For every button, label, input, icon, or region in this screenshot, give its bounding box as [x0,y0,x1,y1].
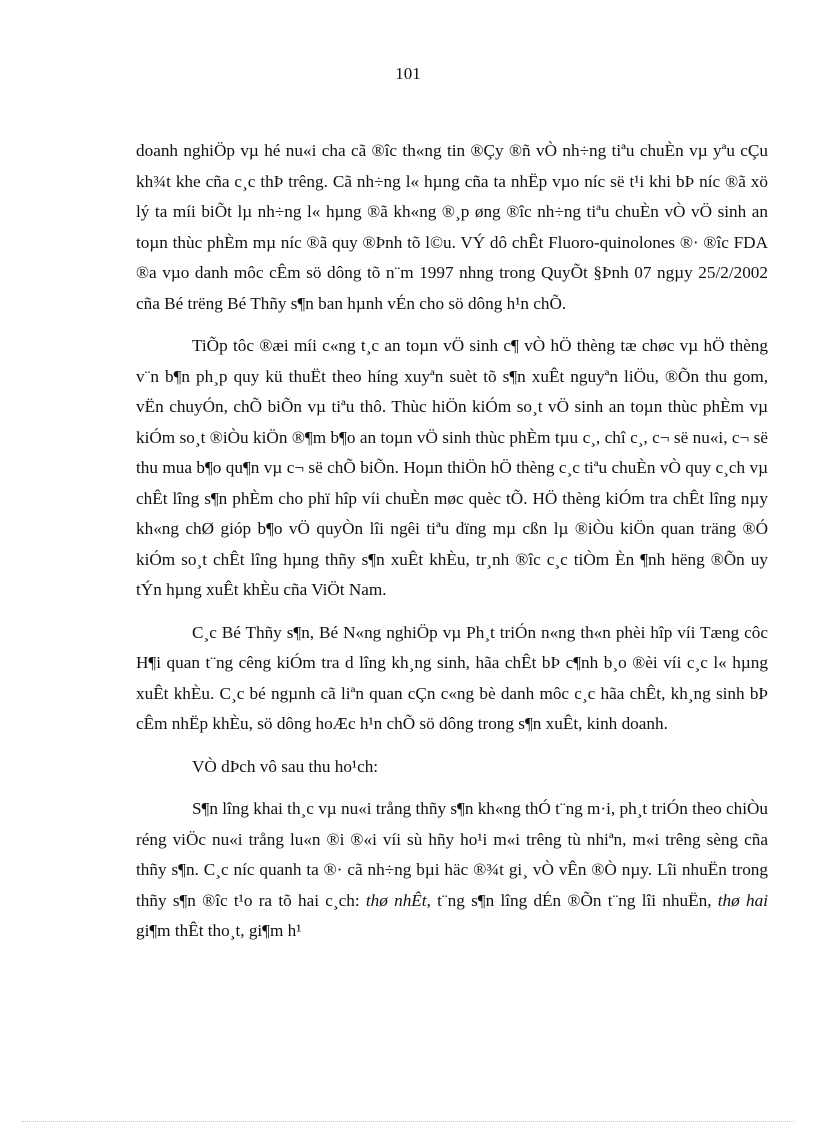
page-bottom-border [22,1121,794,1122]
paragraph-4-part-1: S¶n lîng khai th¸c vµ nu«i trång thñy s¶n kh«ng thÓ t¨ng m·i, ph¸t triÓn theo chiÒu réng viÖc nu«i trång lu«n ®i ®«i víi sù hñy ho¹i m«i trêng tù nhiªn, m«i trêng sèng cña thñy s¶n. C¸c níc quanh ta ®· cã nh÷ng bµi häc ®¾t gi¸ vÒ vÊn ®Ò nµy. Lîi nhuËn trong thñy s¶n ®îc t¹o ra tõ hai c¸ch: [136,799,768,910]
paragraph-2: TiÕp tôc ®æi míi c«ng t¸c an toµn vÖ sinh c¶ vÒ hÖ thèng tæ chøc vµ hÖ thèng v¨n b¶n ph¸p quy kü thuËt theo híng xuyªn suèt tõ s¶n xuÊt nguyªn liÖu, ®Õn thu gom, vËn chuyÓn, chÕ biÕn vµ tiªu thô. Thùc hiÖn kiÓm so¸t vÖ sinh an toµn thùc phÈm vµ kiÓm so¸t ®iÒu kiÖn ®¶m b¶o an toµn vÖ sinh thùc phÈm tµu c¸, chî c¸, c¬ së nu«i, c¬ së thu mua b¶o qu¶n vµ c¬ së chÕ biÕn. Hoµn thiÖn hÖ thèng c¸c tiªu chuÈn vÒ quy c¸ch vµ chÊt lîng s¶n phÈm cho phï hîp víi chuÈn møc quèc tÕ. HÖ thèng kiÓm tra chÊt lîng nµy kh«ng chØ gióp b¶o vÖ quyÒn lîi ngêi tiªu dïng mµ cßn lµ ®iÒu kiÖn quan träng ®Ó kiÓm so¸t chÊt lîng hµng thñy s¶n xuÊt khÈu, tr¸nh ®îc c¸c tiÒm Èn ¶nh hëng ®Õn uy tÝn hµng xuÊt khÈu cña ViÖt Nam. [136,336,768,599]
section-heading: VÒ dÞch vô sau thu ho¹ch: [192,756,379,776]
paragraph-1: doanh nghiÖp vµ hé nu«i cha cã ®îc th«ng tin ®Çy ®ñ vÒ nh÷ng tiªu chuÈn vµ yªu cÇu kh¾t khe cña c¸c thÞ trêng. Cã nh÷ng l« hµng cña ta nhËp vµo níc së t¹i khi bÞ níc ®ã xö lý ta míi biÕt lµ nh÷ng l« hµng ®ã kh«ng ®¸p øng ®îc nh÷ng tiªu chuÈn vÒ vÖ sinh an toµn thùc phÈm mµ níc ®ã quy ®Þnh tõ l©u. VÝ dô chÊt Fluoro-quinolones ®· ®îc FDA ®a vµo danh môc cÊm sö dông tõ n¨m 1997 nhng trong QuyÕt §Þnh 07 ngµy 25/2/2002 cña Bé trëng Bé Thñy s¶n ban hµnh vÉn cho sö dông h¹n chÕ. [136,141,768,313]
paragraph-4-part-3: gi¶m thÊt tho¸t, gi¶m h¹ [136,921,302,940]
page-number: 101 [395,64,421,83]
paragraph-3: C¸c Bé Thñy s¶n, Bé N«ng nghiÖp vµ Ph¸t triÓn n«ng th«n phèi hîp víi Tæng côc H¶i quan t¨ng cêng kiÓm tra d lîng kh¸ng sinh, hãa chÊt bÞ c¶nh b¸o ®èi víi c¸c l« hµng xuÊt khÈu. C¸c bé ngµnh cã liªn quan cÇn c«ng bè danh môc c¸c hãa chÊt, kh¸ng sinh bÞ cÊm nhËp khÈu, sö dông hoÆc h¹n chÕ sö dông trong s¶n xuÊt, kinh doanh. [136,622,768,733]
paragraph-4 [136,794,768,947]
paragraph-4-part-2: , t¨ng s¶n lîng dÉn ®Õn t¨ng lîi nhuËn, [426,890,718,910]
page-body [136,136,768,947]
paragraph-4-italic-1: thø nhÊt [365,890,427,910]
paragraph-4-italic-2: thø hai [717,890,768,910]
